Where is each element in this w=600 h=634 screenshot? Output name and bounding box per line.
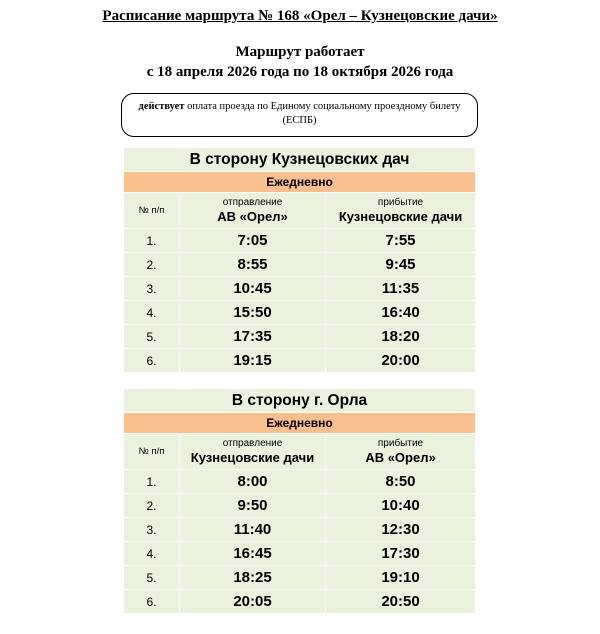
column-header-arrival	[326, 193, 476, 229]
arrival-time: 9:45	[326, 253, 476, 277]
departure-time: 17:35	[180, 325, 326, 349]
column-header-departure	[180, 193, 326, 229]
schedule-table-to-dachi	[123, 147, 476, 373]
departure-time: 10:45	[180, 277, 326, 301]
column-header-number: № п/п	[124, 434, 180, 470]
table-row	[124, 229, 476, 253]
departure-time: 16:45	[180, 542, 326, 566]
table-row	[124, 566, 476, 590]
table-row	[124, 590, 476, 614]
arrival-stop: Кузнецовские дачи	[338, 208, 463, 224]
schedule-table-to-orel	[123, 388, 476, 614]
arrival-time: 18:20	[326, 325, 476, 349]
arrival-time: 10:40	[326, 494, 476, 518]
payment-note-bold: действует	[138, 101, 185, 112]
arrival-time: 11:35	[326, 277, 476, 301]
subtitle-line-2: с 18 апреля 2026 года по 18 октября 2026 года	[146, 64, 454, 80]
column-header-arrival	[326, 434, 476, 470]
departure-time: 15:50	[180, 301, 326, 325]
departure-stop: Кузнецовские дачи	[190, 449, 315, 465]
subtitle-line-1: Маршрут работает	[235, 44, 365, 60]
arrival-time: 19:10	[326, 566, 476, 590]
arrival-time: 7:55	[326, 229, 476, 253]
column-header-number: № п/п	[124, 193, 180, 229]
arrival-time: 20:00	[326, 349, 476, 373]
arrival-time: 8:50	[326, 470, 476, 494]
departure-time: 7:05	[180, 229, 326, 253]
table-row	[124, 277, 476, 301]
table-row	[124, 349, 476, 373]
table-row	[124, 518, 476, 542]
table-row	[124, 301, 476, 325]
arrival-label: прибытие	[377, 196, 424, 208]
departure-label: отправление	[222, 196, 283, 208]
departure-time: 19:15	[180, 349, 326, 373]
row-number: 2.	[124, 494, 180, 518]
row-number: 2.	[124, 253, 180, 277]
table-row	[124, 325, 476, 349]
arrival-time: 17:30	[326, 542, 476, 566]
table-row	[124, 494, 476, 518]
row-number: 3.	[124, 277, 180, 301]
table-row	[124, 470, 476, 494]
row-number: 3.	[124, 518, 180, 542]
row-number: 6.	[124, 590, 180, 614]
arrival-time: 12:30	[326, 518, 476, 542]
row-number: 1.	[124, 470, 180, 494]
table-row	[124, 542, 476, 566]
departure-time: 11:40	[180, 518, 326, 542]
departure-time: 8:00	[180, 470, 326, 494]
arrival-label: прибытие	[377, 437, 424, 449]
row-number: 6.	[124, 349, 180, 373]
departure-time: 20:05	[180, 590, 326, 614]
row-number: 1.	[124, 229, 180, 253]
departure-time: 18:25	[180, 566, 326, 590]
row-number: 4.	[124, 301, 180, 325]
row-number: 5.	[124, 566, 180, 590]
arrival-time: 16:40	[326, 301, 476, 325]
departure-time: 8:55	[180, 253, 326, 277]
column-header-departure	[180, 434, 326, 470]
frequency-band: Ежедневно	[124, 413, 476, 434]
arrival-stop: АВ «Орел»	[365, 449, 436, 465]
row-number: 4.	[124, 542, 180, 566]
payment-note-text: оплата проезда по Единому социальному проездному билету (ЕСПБ)	[184, 101, 461, 126]
departure-time: 9:50	[180, 494, 326, 518]
page-title: Расписание маршрута № 168 «Орел – Кузнецовские дачи»	[102, 8, 498, 24]
arrival-time: 20:50	[326, 590, 476, 614]
row-number: 5.	[124, 325, 180, 349]
payment-note	[121, 93, 478, 137]
departure-label: отправление	[222, 437, 283, 449]
table-heading: В сторону г. Орла	[124, 389, 476, 413]
table-row	[124, 253, 476, 277]
departure-stop: АВ «Орел»	[217, 208, 288, 224]
frequency-band: Ежедневно	[124, 172, 476, 193]
table-heading: В сторону Кузнецовских дач	[124, 148, 476, 172]
